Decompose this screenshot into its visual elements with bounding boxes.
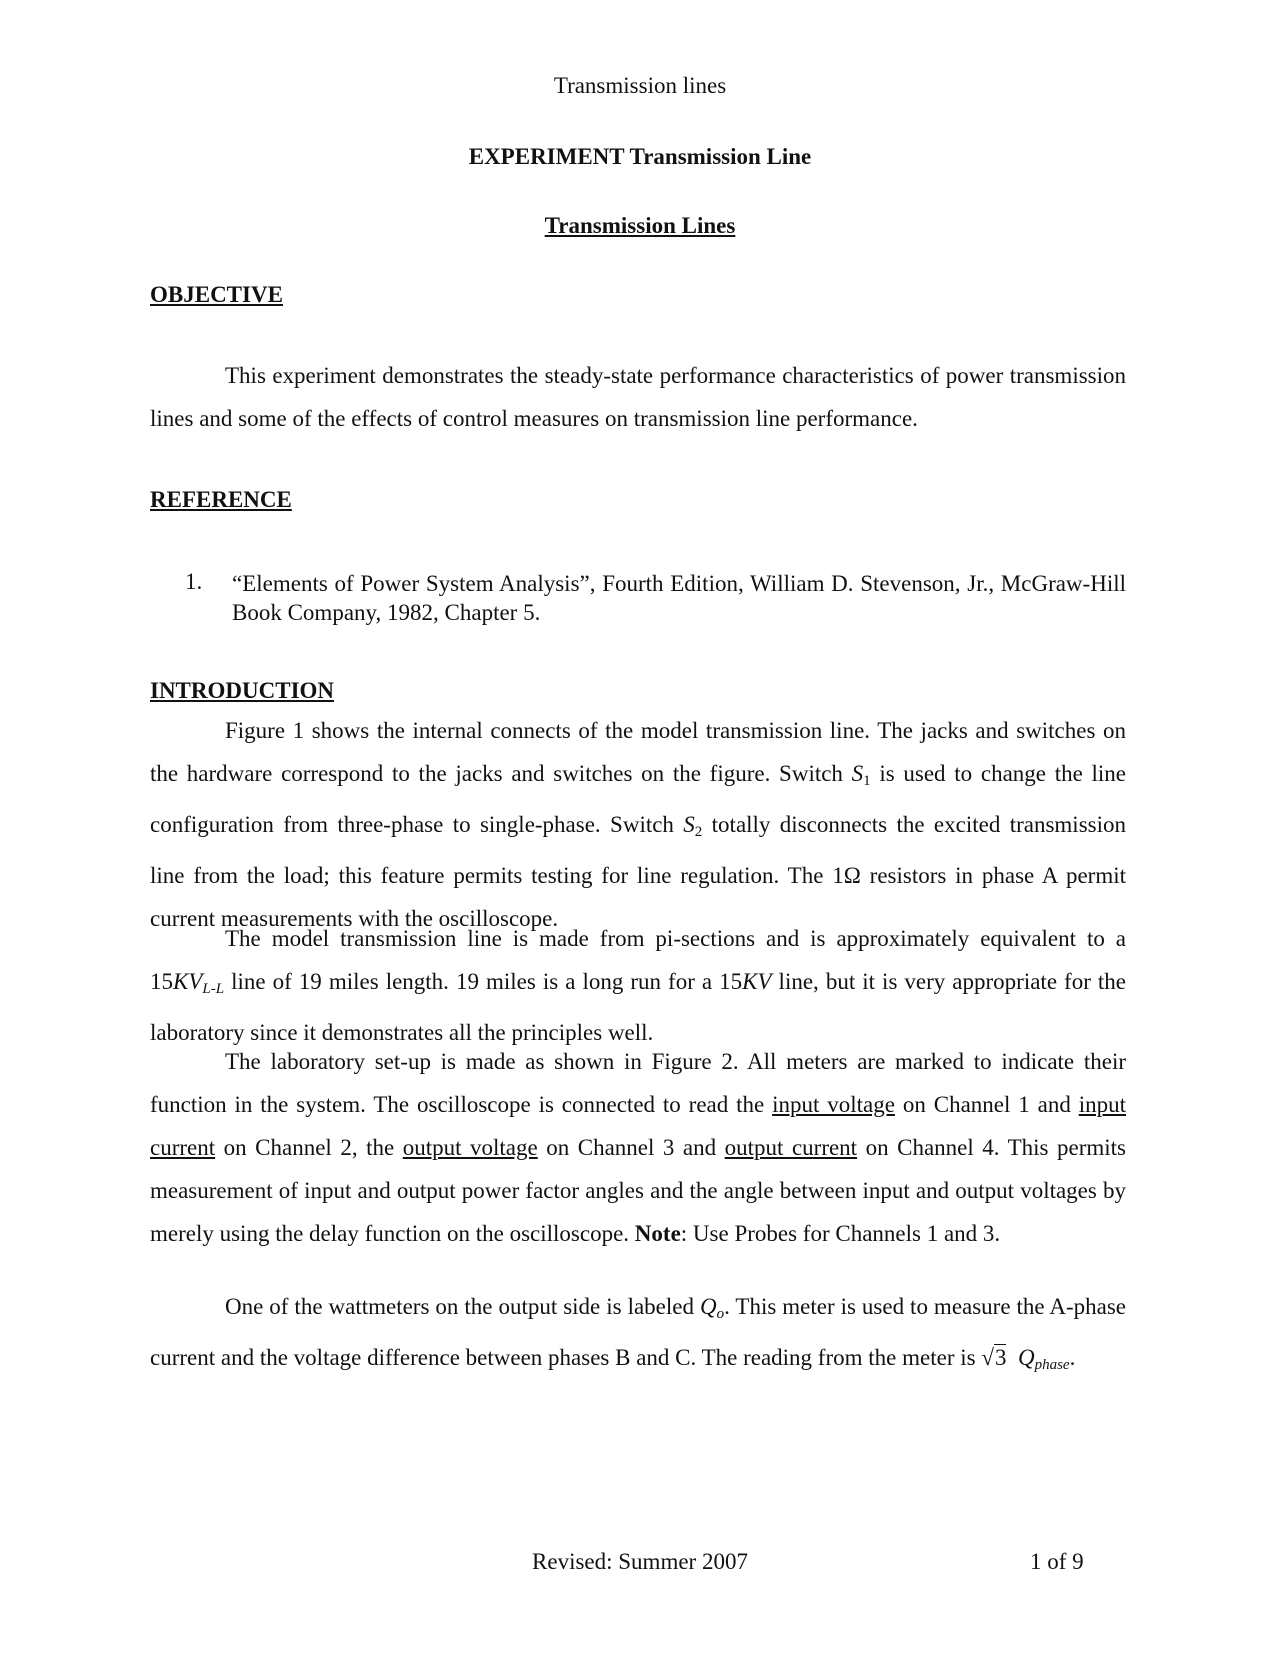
p2-text-a: The model transmission line is made from pi-sections and is approximately equivalent to a 15 [150,926,1126,994]
switch-s1-sub: 1 [863,773,871,789]
input-voltage-term: input voltage [772,1092,895,1117]
p3-text-e: on Channel 4. This permits measurement of input and output power factor angles and the angle between input and output voltages by merely using the delay function on the oscilloscope. [150,1135,1127,1246]
kv-unit-2: KV [742,969,772,994]
switch-s2: S [683,812,695,837]
reference-text: “Elements of Power System Analysis”, Fourth Edition, William D. Stevenson, Jr., McGraw-Hill Book Company, 1982, Chapter 5. [232,571,1126,625]
introduction-heading: INTRODUCTION [150,678,335,703]
p1-text-b: is used to change the line configuration from three-phase to single-phase. Switch [150,761,1126,837]
output-voltage-term: output voltage [402,1135,538,1160]
p1-text-a: Figure 1 shows the internal connects of the model transmission line. The jacks and switches on the hardware correspond to the jacks and switches on the figure. Switch [150,718,1126,786]
intro-paragraph-1 [150,709,1126,940]
footer-page-number: 1 of 9 [1030,1549,1084,1574]
p3-text-a: The laboratory set-up is made as shown in Figure 2. All meters are marked to indicate their function in the system. The oscilloscope is connected to read the [150,1049,1126,1117]
p4-text-c: . [1069,1345,1076,1370]
p3-text-b: on Channel 1 and [894,1092,1079,1117]
output-current-term: output current [724,1135,858,1160]
sqrt-three [981,1344,1006,1370]
kv-sub [202,981,224,997]
intro-paragraph-2 [150,917,1126,1054]
objective-paragraph [150,354,1126,440]
intro-paragraph-3 [150,1040,1126,1255]
p2-text-b: line of 19 miles length. 19 miles is a long run for a 15 [224,969,743,994]
kv-unit: KV [173,969,203,994]
q-o-symbol: Q [699,1294,717,1319]
q-phase-sub [1035,1357,1070,1373]
kv-sub-text: L-L [202,981,225,997]
p3-text-d: on Channel 3 and [537,1135,725,1160]
q-phase-sub-text: phase [1034,1357,1070,1373]
p2-text-c: line, but it is very appropriate for the laboratory since it demonstrates all the principles well. [150,969,1127,1045]
intro-paragraph-4 [150,1285,1126,1387]
footer-revised: Revised: Summer 2007 [532,1549,748,1574]
input-current-term: input current [150,1092,1126,1160]
switch-s1: S [851,761,864,786]
note-label: Note [634,1221,681,1246]
p4-text-b: . This meter is used to measure the A-phase current and the voltage difference between phases B and C. The reading from the meter is [150,1294,1126,1370]
reference-number: 1. [185,569,203,594]
q-o-sub-text: o [716,1306,725,1322]
page-subtitle [0,213,1280,239]
p1-text-c: totally disconnects the excited transmission line from the load; this feature permits testing for line regulation. The 1Ω resistors in phase A permit current measurements with the oscilloscope. [150,812,1126,931]
q-o-sub [717,1306,725,1322]
p3-text-c: on Channel 2, the [215,1135,403,1160]
running-title: Transmission lines [553,73,727,98]
objective-text: This experiment demonstrates the steady-state performance characteristics of power transmission lines and some of the effects of control measures on transmission line performance. [150,363,1126,431]
experiment-title: EXPERIMENT Transmission Line [468,144,812,169]
switch-s2-sub: 2 [694,824,703,840]
sqrt-symbol: √ [981,1345,994,1370]
objective-heading: OBJECTIVE [150,282,283,307]
p3-text-f: : Use Probes for Channels 1 and 3. [680,1221,1001,1246]
sqrt-argument: 3 [994,1345,1007,1370]
p4-text-a: One of the wattmeters on the output side is labeled [225,1294,700,1319]
reference-heading: REFERENCE [150,487,292,512]
q-phase-symbol: Q [1017,1345,1035,1370]
subtitle-text: Transmission Lines [544,213,736,238]
